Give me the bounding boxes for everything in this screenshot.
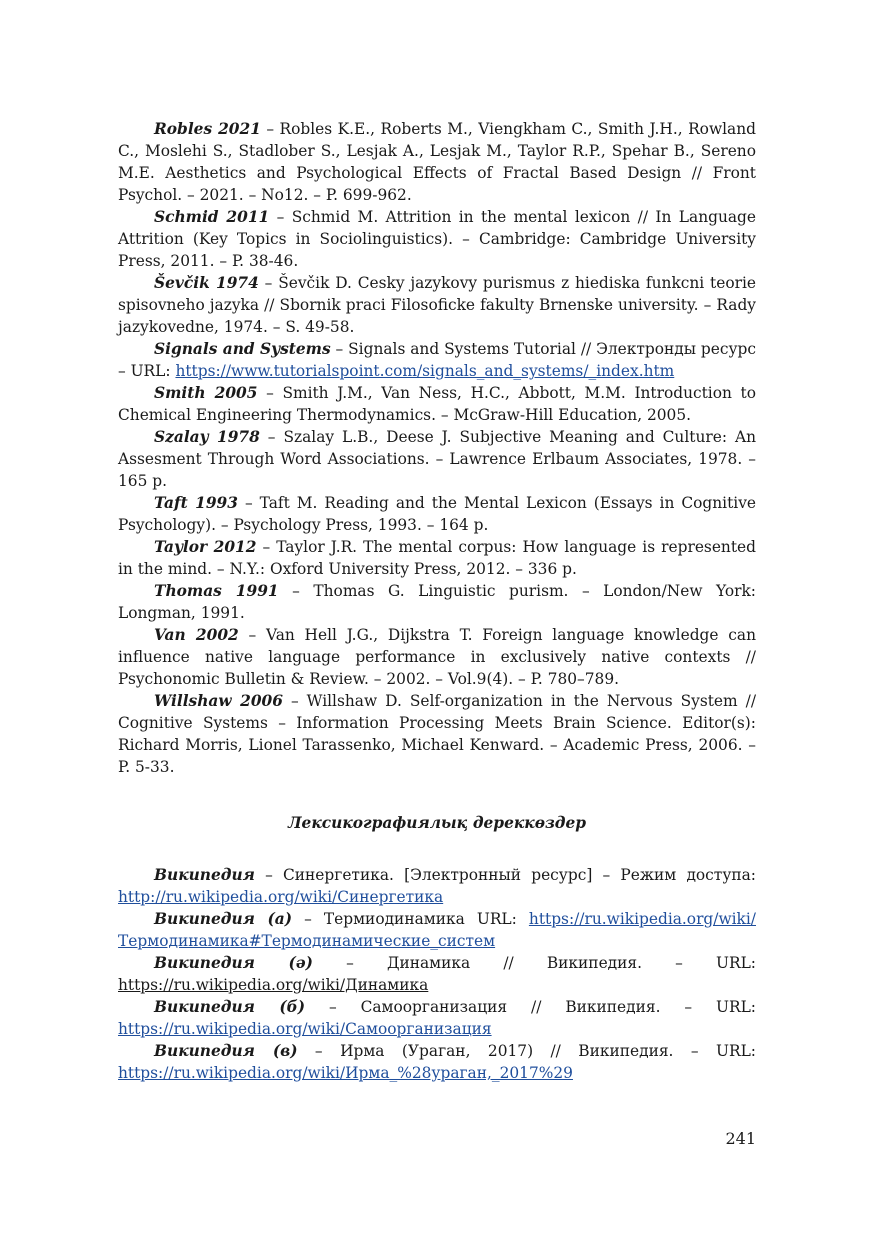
lexicographic-entry — [118, 1040, 756, 1084]
reference-entry — [118, 206, 756, 272]
reference-list — [118, 118, 756, 778]
page-content — [118, 118, 756, 1084]
reference-link[interactable]: https://ru.wikipedia.org/wiki/Самоорганизация — [118, 1020, 492, 1038]
reference-key: Ševčik 1974 — [154, 274, 259, 292]
reference-text: – Willshaw D. Self-organization in the Nervous System // Cognitive Systems – Information Processing Meets Brain Science. Editor(s): Richard Morris, Lionel Tarassenko, Michael Kenward. – Academic Press, 2006. – P. 5-33. — [118, 692, 757, 776]
reference-key: Википедия (в) — [154, 1042, 298, 1060]
reference-key: Schmid 2011 — [154, 208, 270, 226]
reference-link[interactable]: https://ru.wikipedia.org/wiki/Ирма_%28ураган,_2017%29 — [118, 1064, 573, 1082]
reference-key: Smith 2005 — [154, 384, 258, 402]
reference-text: – Szalay L.B., Deese J. Subjective Meaning and Culture: An Assesment Through Word Associations. – Lawrence Erlbaum Associates, 1978. – 165 p. — [118, 428, 756, 490]
reference-entry — [118, 382, 756, 426]
lexicographic-entry — [118, 996, 756, 1040]
reference-text: – Smith J.M., Van Ness, H.C., Abbott, M.M. Introduction to Chemical Engineering Thermodynamics. – McGraw-Hill Education, 2005. — [118, 384, 756, 424]
reference-key: Van 2002 — [154, 626, 239, 644]
reference-key: Robles 2021 — [154, 120, 261, 138]
reference-key: Signals and Systems — [154, 340, 331, 358]
reference-key: Szalay 1978 — [154, 428, 260, 446]
reference-text: – Thomas G. Linguistic purism. – London/New York: Longman, 1991. — [118, 582, 756, 622]
reference-text: – Термиодинамика URL: — [292, 910, 529, 928]
reference-link[interactable]: http://ru.wikipedia.org/wiki/Синергетика — [118, 888, 444, 906]
reference-text: – Taylor J.R. The mental corpus: How language is represented in the mind. – N.Y.: Oxford University Press, 2012. – 336 p. — [118, 538, 756, 578]
reference-text: – Van Hell J.G., Dijkstra T. Foreign language knowledge can influence native language performance in exclusively native contexts // Psychonomic Bulletin & Review. – 2002. – Vol.9(4). – P. 780–789. — [118, 626, 756, 688]
section-title: Лексикографиялық дереккөздер — [287, 814, 587, 832]
reference-text: – Динамика // Википедия. – URL: — [312, 954, 756, 972]
reference-text: – Signals and Systems Tutorial // Электронды ресурс – URL: — [118, 340, 756, 380]
reference-entry — [118, 338, 756, 382]
reference-key: Thomas 1991 — [154, 582, 279, 600]
reference-entry — [118, 118, 756, 206]
reference-key: Википедия — [154, 866, 255, 884]
reference-text: – Ševčik D. Cesky jazykovy purismus z hiediska funkcni teorie spisovneho jazyka // Sbornik praci Filosoficke fakulty Brnenske university. – Rady jazykovedne, 1974. – S. 49-58. — [118, 274, 756, 336]
reference-text: – Taft M. Reading and the Mental Lexicon (Essays in Cognitive Psychology). – Psychology Press, 1993. – 164 p. — [118, 494, 756, 534]
lexicographic-entry — [118, 864, 756, 908]
lexicographic-entry — [118, 952, 756, 996]
reference-text: – Ирма (Ураган, 2017) // Википедия. – URL: — [297, 1042, 756, 1060]
reference-entry — [118, 426, 756, 492]
reference-key: Википедия (ә) — [154, 954, 313, 972]
reference-key: Taft 1993 — [154, 494, 238, 512]
reference-text: – Самоорганизация // Википедия. – URL: — [305, 998, 756, 1016]
lexicographic-list — [118, 864, 756, 1084]
reference-url: https://ru.wikipedia.org/wiki/Динамика — [118, 976, 429, 994]
reference-key: Willshaw 2006 — [154, 692, 283, 710]
reference-link[interactable]: https://ru.wikipedia.org/wiki/Термодинамика#Термодинамические_систем — [118, 910, 756, 950]
reference-entry — [118, 536, 756, 580]
reference-entry — [118, 272, 756, 338]
reference-entry — [118, 690, 756, 778]
reference-key: Википедия (а) — [154, 910, 293, 928]
page-number: 241 — [725, 1129, 756, 1148]
reference-entry — [118, 492, 756, 536]
reference-link[interactable]: https://www.tutorialspoint.com/signals_and_systems/_index.htm — [175, 362, 675, 380]
reference-key: Википедия (б) — [154, 998, 306, 1016]
reference-entry — [118, 624, 756, 690]
lexicographic-entry — [118, 908, 756, 952]
reference-key: Taylor 2012 — [154, 538, 257, 556]
reference-text: – Синергетика. [Электронный ресурс] – Режим доступа: — [254, 866, 756, 884]
reference-text: – Schmid M. Attrition in the mental lexicon // In Language Attrition (Key Topics in Sociolinguistics). – Cambridge: Cambridge University Press, 2011. – P. 38-46. — [118, 208, 757, 270]
reference-entry — [118, 580, 756, 624]
reference-text: – Robles K.E., Roberts M., Viengkham C., Smith J.H., Rowland C., Moslehi S., Stadlober S., Lesjak A., Lesjak M., Taylor R.P., Spehar B., Sereno M.E. Aesthetics and Psychological Effects of Fractal Based Design // Front Psychol. – 2021. – No12. – P. 699-962. — [118, 120, 756, 204]
